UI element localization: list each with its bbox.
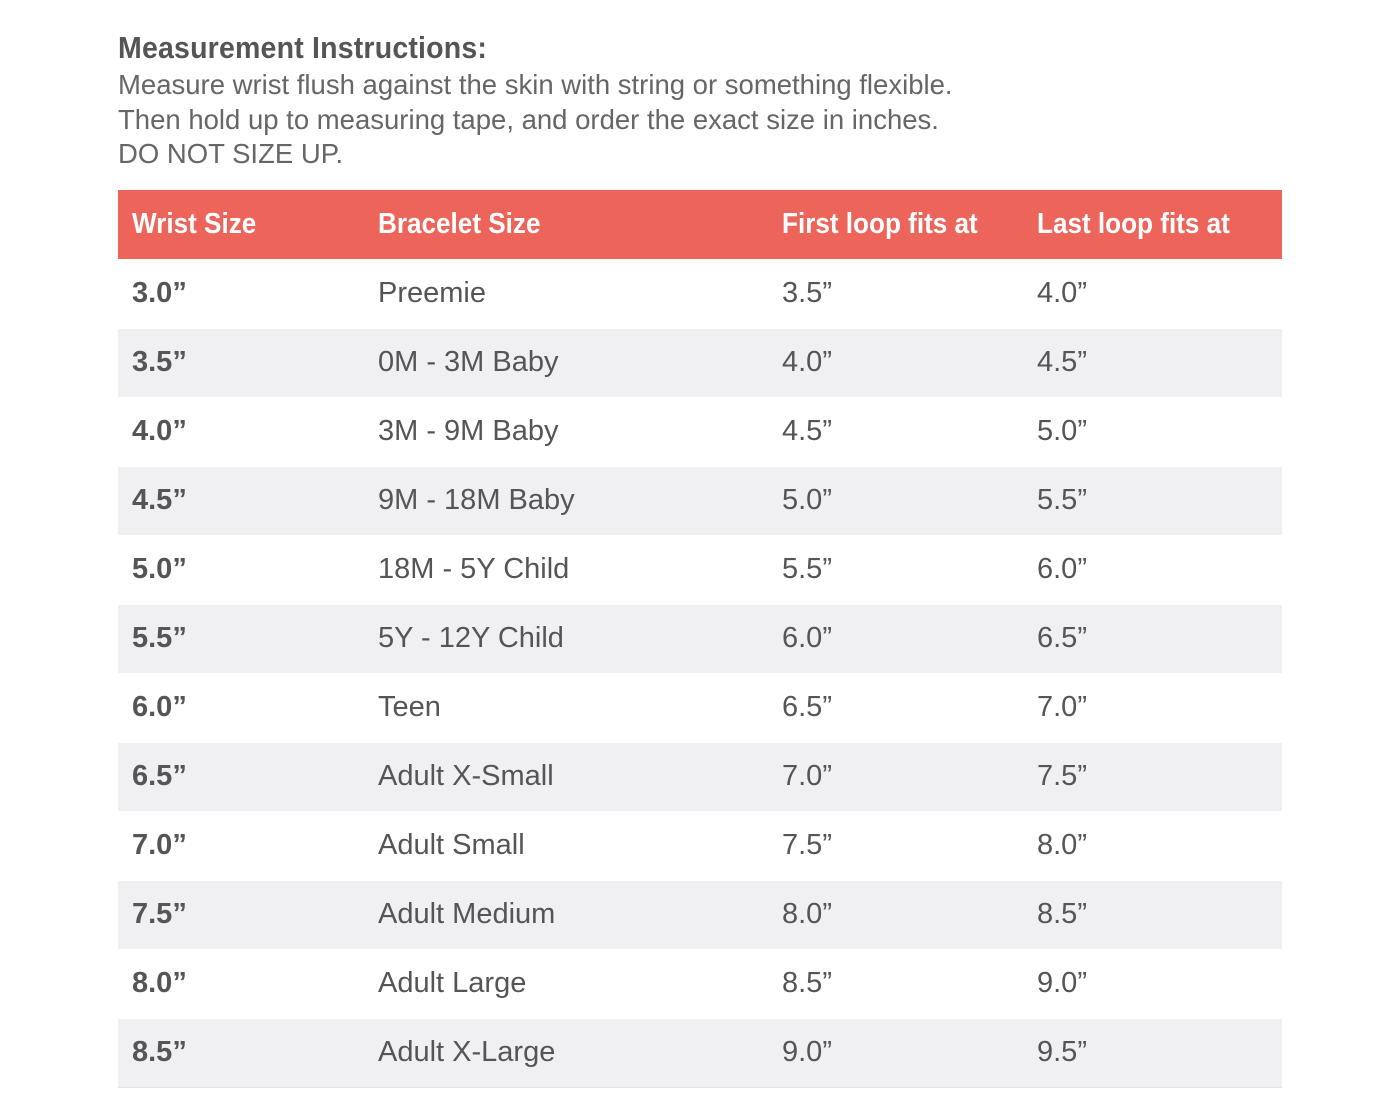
table-row [118, 673, 1282, 742]
table-body [118, 259, 1282, 1087]
cell-wrist-size: 7.5” [118, 880, 364, 949]
cell-wrist-size: 4.0” [118, 397, 364, 466]
cell-first-loop: 7.0” [768, 742, 1023, 811]
table-row [118, 535, 1282, 604]
cell-bracelet-size: Adult Large [364, 949, 768, 1018]
cell-last-loop: 7.5” [1023, 742, 1282, 811]
cell-last-loop: 5.0” [1023, 397, 1282, 466]
cell-first-loop: 9.0” [768, 1018, 1023, 1087]
instructions-title: Measurement Instructions: [118, 30, 488, 65]
cell-last-loop: 4.5” [1023, 328, 1282, 397]
header-bracelet-size-label: Bracelet Size [378, 208, 541, 240]
header-last-loop-label: Last loop fits at [1037, 208, 1230, 240]
cell-bracelet-size: Preemie [364, 259, 768, 328]
cell-first-loop: 7.5” [768, 811, 1023, 880]
cell-first-loop: 8.0” [768, 880, 1023, 949]
cell-first-loop: 6.0” [768, 604, 1023, 673]
cell-wrist-size: 5.0” [118, 535, 364, 604]
cell-wrist-size: 6.5” [118, 742, 364, 811]
cell-first-loop: 5.0” [768, 466, 1023, 535]
cell-last-loop: 4.0” [1023, 259, 1282, 328]
cell-bracelet-size: 5Y - 12Y Child [364, 604, 768, 673]
cell-bracelet-size: 3M - 9M Baby [364, 397, 768, 466]
cell-first-loop: 4.0” [768, 328, 1023, 397]
cell-first-loop: 5.5” [768, 535, 1023, 604]
cell-bracelet-size: Adult Medium [364, 880, 768, 949]
cell-bracelet-size: 9M - 18M Baby [364, 466, 768, 535]
cell-bracelet-size: Adult X-Small [364, 742, 768, 811]
cell-bracelet-size: Adult X-Large [364, 1018, 768, 1087]
size-chart-table [118, 190, 1282, 1088]
table-row [118, 397, 1282, 466]
table-row [118, 259, 1282, 328]
cell-first-loop: 8.5” [768, 949, 1023, 1018]
cell-last-loop: 8.5” [1023, 880, 1282, 949]
cell-wrist-size: 8.0” [118, 949, 364, 1018]
cell-wrist-size: 7.0” [118, 811, 364, 880]
cell-first-loop: 3.5” [768, 259, 1023, 328]
header-wrist-size [118, 190, 364, 259]
cell-last-loop: 7.0” [1023, 673, 1282, 742]
table-row [118, 742, 1282, 811]
table-row [118, 1018, 1282, 1087]
measurement-instructions [118, 28, 1282, 172]
header-first-loop-label: First loop fits at [782, 208, 978, 240]
table-row [118, 880, 1282, 949]
cell-wrist-size: 8.5” [118, 1018, 364, 1087]
cell-last-loop: 9.5” [1023, 1018, 1282, 1087]
cell-wrist-size: 5.5” [118, 604, 364, 673]
table-row [118, 328, 1282, 397]
header-wrist-size-label: Wrist Size [132, 208, 257, 240]
cell-wrist-size: 3.5” [118, 328, 364, 397]
cell-bracelet-size: 18M - 5Y Child [364, 535, 768, 604]
cell-last-loop: 8.0” [1023, 811, 1282, 880]
cell-last-loop: 5.5” [1023, 466, 1282, 535]
cell-wrist-size: 6.0” [118, 673, 364, 742]
header-last-loop [1023, 190, 1282, 259]
cell-last-loop: 6.5” [1023, 604, 1282, 673]
instructions-line-3: DO NOT SIZE UP. [118, 138, 344, 169]
table-row [118, 466, 1282, 535]
table-header-row [118, 190, 1282, 259]
cell-bracelet-size: Adult Small [364, 811, 768, 880]
cell-wrist-size: 3.0” [118, 259, 364, 328]
cell-last-loop: 6.0” [1023, 535, 1282, 604]
cell-first-loop: 6.5” [768, 673, 1023, 742]
instructions-line-2: Then hold up to measuring tape, and order the exact size in inches. [118, 103, 939, 135]
table-row [118, 604, 1282, 673]
table-row [118, 949, 1282, 1018]
cell-bracelet-size: 0M - 3M Baby [364, 328, 768, 397]
header-bracelet-size [364, 190, 768, 259]
cell-last-loop: 9.0” [1023, 949, 1282, 1018]
table-row [118, 811, 1282, 880]
cell-wrist-size: 4.5” [118, 466, 364, 535]
instructions-line-1: Measure wrist flush against the skin with string or something flexible. [118, 69, 953, 100]
header-first-loop [768, 190, 1023, 259]
cell-bracelet-size: Teen [364, 673, 768, 742]
cell-first-loop: 4.5” [768, 397, 1023, 466]
